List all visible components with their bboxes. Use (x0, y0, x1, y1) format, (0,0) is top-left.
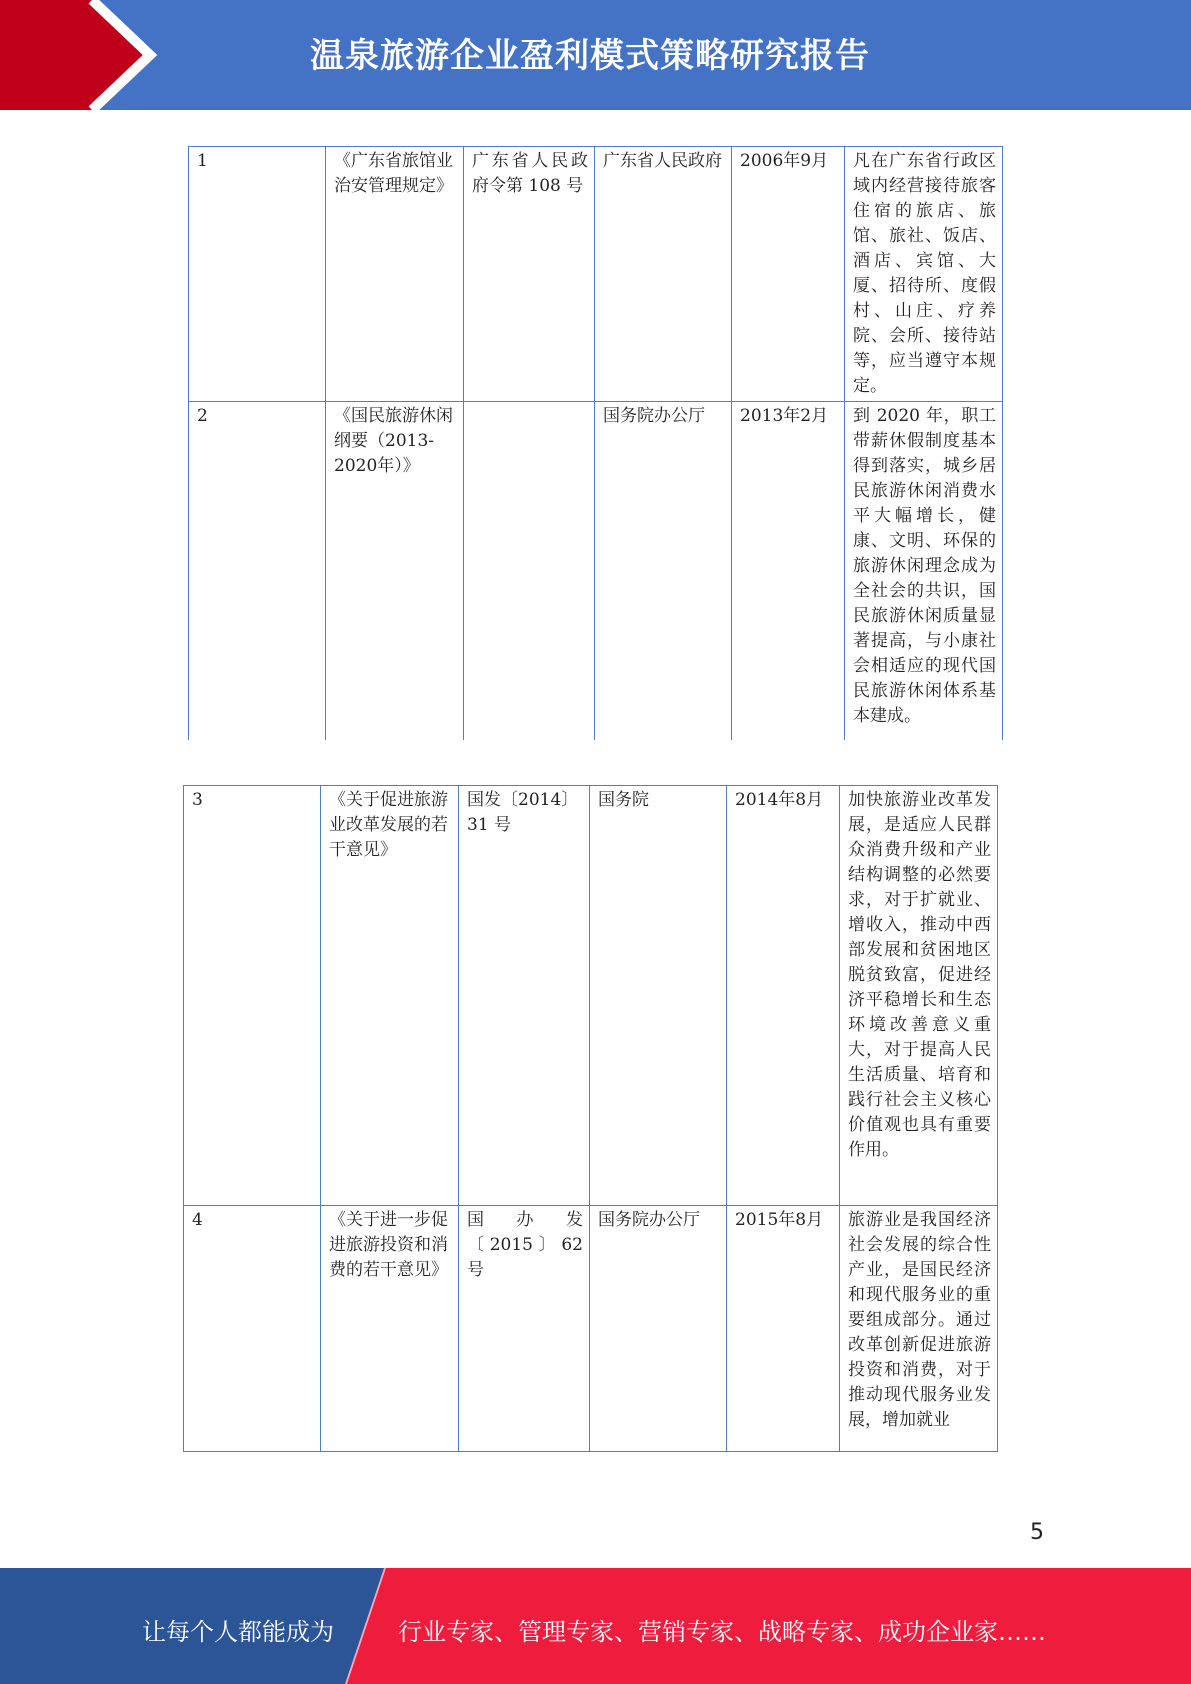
table-row (184, 1206, 998, 1452)
cell-issuer: 国务院 (590, 786, 727, 1206)
page-header (0, 0, 1191, 110)
page-number: 5 (1030, 1520, 1044, 1545)
policy-table-part-2 (183, 785, 998, 1453)
cell-no: 4 (184, 1206, 321, 1452)
cell-no: 3 (184, 786, 321, 1206)
cell-issuer: 国务院办公厅 (590, 1206, 727, 1452)
cell-date: 2013年2月 (732, 402, 845, 741)
cell-name: 《关于进一步促进旅游投资和消费的若干意见》 (321, 1206, 459, 1452)
cell-content: 凡在广东省行政区域内经营接待旅客住宿的旅店、旅馆、旅社、饭店、酒店、宾馆、大厦、招待所、度假村、山庄、疗养院、会所、接待站等，应当遵守本规定。 (845, 147, 1003, 402)
page-footer (0, 1568, 1191, 1684)
policy-table (188, 146, 1003, 740)
report-title: 温泉旅游企业盈利模式策略研究报告 (310, 36, 870, 76)
table-row (189, 147, 1003, 402)
cell-no: 1 (189, 147, 326, 402)
cell-content: 到 2020 年，职工带薪休假制度基本得到落实，城乡居民旅游休闲消费水平大幅增长，健康、文明、环保的旅游休闲理念成为全社会的共识，国民旅游休闲质量显著提高，与小康社会相适应的现代国民旅游休闲体系基本建成。 (845, 402, 1003, 741)
cell-issuer: 广东省人民政府 (595, 147, 732, 402)
cell-name: 《关于促进旅游业改革发展的若干意见》 (321, 786, 459, 1206)
cell-doc-no: 国发〔2014〕31 号 (459, 786, 590, 1206)
footer-slogan-right: 行业专家、管理专家、营销专家、战略专家、成功企业家…… (398, 1618, 1046, 1646)
header-red-arrow (0, 0, 150, 110)
policy-table (183, 785, 998, 1452)
cell-no: 2 (189, 402, 326, 741)
cell-doc-no: 广东省人民政府令第 108 号 (464, 147, 595, 402)
cell-doc-no (464, 402, 595, 741)
table-row (184, 786, 998, 1206)
table-row (189, 402, 1003, 741)
cell-date: 2015年8月 (727, 1206, 840, 1452)
footer-slogan-left: 让每个人都能成为 (142, 1618, 334, 1646)
cell-issuer: 国务院办公厅 (595, 402, 732, 741)
cell-date: 2006年9月 (732, 147, 845, 402)
cell-content: 旅游业是我国经济社会发展的综合性产业，是国民经济和现代服务业的重要组成部分。通过改革创新促进旅游投资和消费，对于推动现代服务业发展，增加就业 (840, 1206, 998, 1452)
cell-name: 《广东省旅馆业治安管理规定》 (326, 147, 464, 402)
cell-content: 加快旅游业改革发展，是适应人民群众消费升级和产业结构调整的必然要求，对于扩就业、增收入，推动中西部发展和贫困地区脱贫致富，促进经济平稳增长和生态环境改善意义重大，对于提高人民生活质量、培育和践行社会主义核心价值观也具有重要作用。 (840, 786, 998, 1206)
cell-doc-no: 国 办 发〔2015〕62 号 (459, 1206, 590, 1452)
cell-name: 《国民旅游休闲纲要（2013-2020年）》 (326, 402, 464, 741)
policy-table-part-1 (188, 146, 1003, 740)
cell-date: 2014年8月 (727, 786, 840, 1206)
